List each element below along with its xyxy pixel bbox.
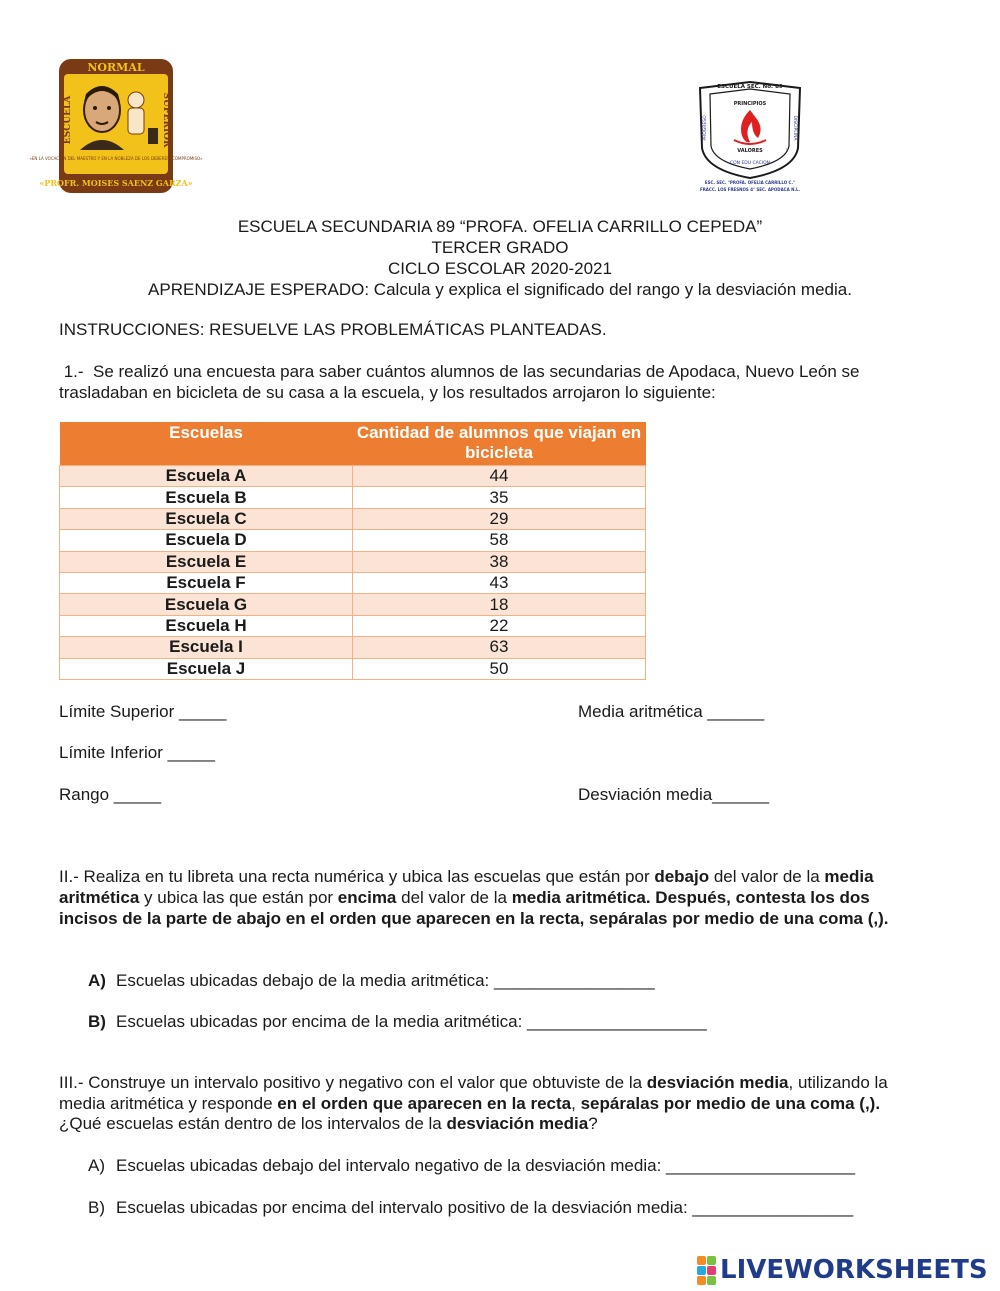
- count-cell: 58: [353, 530, 646, 551]
- count-cell: 22: [353, 615, 646, 636]
- survey-table: [59, 422, 646, 680]
- school-cell: Escuela H: [60, 615, 353, 636]
- logo-right-caption1: ESC. SEC. "PROFA. OFELIA CARRILLO C.": [704, 180, 796, 185]
- logo-right-y: Y: [786, 149, 789, 154]
- logo-right-caption2: FRACC. LOS FRESNOS 4° SEC. APODACA N.L.: [699, 187, 801, 192]
- logo-right-left: PROGRESO: [703, 115, 708, 141]
- s2-text: II.- Realiza en tu libreta una recta numérica y ubica las escuelas que están por: [59, 867, 655, 886]
- school-cell: Escuela B: [60, 487, 353, 508]
- problem1-line2: trasladaban en bicicleta de su casa a la escuela, y los resultados arrojaron lo siguiente:: [59, 383, 716, 402]
- table-row: [60, 508, 646, 529]
- logo-right-valores: VALORES: [737, 148, 763, 154]
- table-header-row: [60, 422, 646, 466]
- s2-text: del valor de la: [709, 867, 825, 886]
- s3-text: ?: [588, 1114, 598, 1133]
- count-cell: 38: [353, 551, 646, 572]
- item-text: Escuelas ubicadas por encima del intervalo positivo de la desviación media: _________________: [116, 1198, 854, 1217]
- logo-left-top: NORMAL: [87, 61, 145, 74]
- item-letter: B): [88, 1198, 105, 1217]
- s2-bold: encima: [337, 888, 397, 907]
- s3-bold: desviación media: [646, 1073, 789, 1092]
- item-letter: B): [88, 1012, 106, 1031]
- s3-text: , utilizando la: [788, 1073, 888, 1092]
- school-cell: Escuela F: [60, 572, 353, 593]
- section2-line1: [59, 866, 874, 887]
- table-row: [60, 487, 646, 508]
- s3-bold: desviación media: [446, 1114, 589, 1133]
- problem1-line1: 1.- Se realizó una encuesta para saber cuántos alumnos de las secundarias de Apodaca, Nuevo León se: [59, 362, 860, 381]
- normal-school-logo: [29, 58, 203, 194]
- count-cell: 63: [353, 637, 646, 658]
- item-text: Escuelas ubicadas por encima de la media aritmética: ___________________: [116, 1012, 707, 1031]
- header-cantidad: Cantidad de alumnos que viajan en bicicleta: [353, 422, 646, 466]
- table-row: [60, 637, 646, 658]
- count-cell: 35: [353, 487, 646, 508]
- s2-bold: media: [824, 867, 874, 886]
- count-cell: 29: [353, 508, 646, 529]
- logo-left-side-left: ESCUELA: [63, 95, 73, 145]
- count-cell: 43: [353, 572, 646, 593]
- s2-text: y ubica las que están por: [139, 888, 338, 907]
- instructions: INSTRUCCIONES: RESUELVE LAS PROBLEMÁTICAS PLANTEADAS.: [59, 320, 607, 339]
- grade-label: TERCER GRADO: [431, 238, 569, 257]
- school-cell: Escuela J: [60, 658, 353, 679]
- limite-superior-field[interactable]: Límite Superior _____: [59, 702, 227, 721]
- table-row: [60, 572, 646, 593]
- section3-line1: [59, 1072, 888, 1093]
- count-cell: 44: [353, 466, 646, 487]
- item-text: Escuelas ubicadas debajo de la media aritmética: _________________: [116, 971, 655, 990]
- school-cell: Escuela E: [60, 551, 353, 572]
- section3-item-b[interactable]: [88, 1197, 853, 1218]
- table-row: [60, 594, 646, 615]
- secondary-school-shield-logo: [694, 78, 806, 194]
- table-row: [60, 551, 646, 572]
- logo-right-bottom: CON EDU CACION: [729, 161, 771, 166]
- logo-left-side-right: SUPERIOR: [161, 92, 171, 148]
- s2-bold: incisos de la parte de abajo en el orden que aparecen en la recta, sepáralas por medio de una coma (,).: [59, 909, 889, 928]
- item-letter: A): [88, 971, 106, 990]
- s2-bold: media aritmética. Después, contesta los dos: [511, 888, 870, 907]
- section3-line3: [59, 1113, 598, 1134]
- s2-text: del valor de la: [396, 888, 512, 907]
- table-row: [60, 530, 646, 551]
- rango-field[interactable]: Rango _____: [59, 785, 162, 804]
- logo-right-right: DISCIPLINA: [792, 115, 797, 141]
- liveworksheets-logo-icon: [697, 1256, 716, 1285]
- section2-item-a[interactable]: [88, 970, 655, 991]
- item-text: Escuelas ubicadas debajo del intervalo negativo de la desviación media: ____________________: [116, 1156, 856, 1175]
- learning-goal: APRENDIZAJE ESPERADO: Calcula y explica el significado del rango y la desviación media.: [148, 280, 852, 299]
- table-row: [60, 658, 646, 679]
- count-cell: 50: [353, 658, 646, 679]
- count-cell: 18: [353, 594, 646, 615]
- school-cell: Escuela G: [60, 594, 353, 615]
- header-escuelas: Escuelas: [60, 422, 353, 466]
- s3-text: media aritmética y responde: [59, 1094, 278, 1113]
- s2-bold: debajo: [654, 867, 710, 886]
- s2-bold: aritmética: [59, 888, 140, 907]
- s3-text: III.- Construye un intervalo positivo y negativo con el valor que obtuviste de la: [59, 1073, 647, 1092]
- s3-text: ¿Qué escuelas están dentro de los intervalos de la: [59, 1114, 447, 1133]
- school-name: ESCUELA SECUNDARIA 89 “PROFA. OFELIA CARRILLO CEPEDA”: [237, 217, 763, 236]
- item-letter: A): [88, 1156, 105, 1175]
- desviacion-field[interactable]: Desviación media______: [578, 785, 769, 804]
- watermark-text: LIVEWORKSHEETS: [720, 1255, 988, 1285]
- school-cell: Escuela A: [60, 466, 353, 487]
- logo-right-arc: ESCUELA SEC. No. 89: [717, 84, 783, 90]
- table-row: [60, 466, 646, 487]
- limite-inferior-field[interactable]: Límite Inferior _____: [59, 743, 215, 762]
- school-cell: Escuela C: [60, 508, 353, 529]
- section2-line2: [59, 887, 870, 908]
- media-field[interactable]: Media aritmética ______: [578, 702, 765, 721]
- s3-bold: sepáralas por medio de una coma (,).: [580, 1094, 881, 1113]
- school-cell: Escuela I: [60, 637, 353, 658]
- section3-line2: [59, 1093, 880, 1114]
- s3-bold: en el orden que aparecen en la recta: [277, 1094, 572, 1113]
- section2-line3: [59, 908, 889, 929]
- liveworksheets-watermark[interactable]: [697, 1256, 988, 1284]
- logo-right-principios: PRINCIPIOS: [733, 101, 767, 107]
- section3-item-a[interactable]: [88, 1155, 855, 1176]
- cycle-label: CICLO ESCOLAR 2020-2021: [388, 259, 612, 278]
- logo-left-bottom: «PROFR. MOISES SAENZ GARZA»: [39, 178, 193, 188]
- logo-left-motto: «EN LA VOCACIÓN DEL MAESTRO Y EN LA NOBLEZA DE LOS DEBERES, COMPROMISO»: [29, 156, 203, 161]
- s3-text: ,: [571, 1094, 581, 1113]
- table-row: [60, 615, 646, 636]
- school-cell: Escuela D: [60, 530, 353, 551]
- section2-item-b[interactable]: [88, 1011, 707, 1032]
